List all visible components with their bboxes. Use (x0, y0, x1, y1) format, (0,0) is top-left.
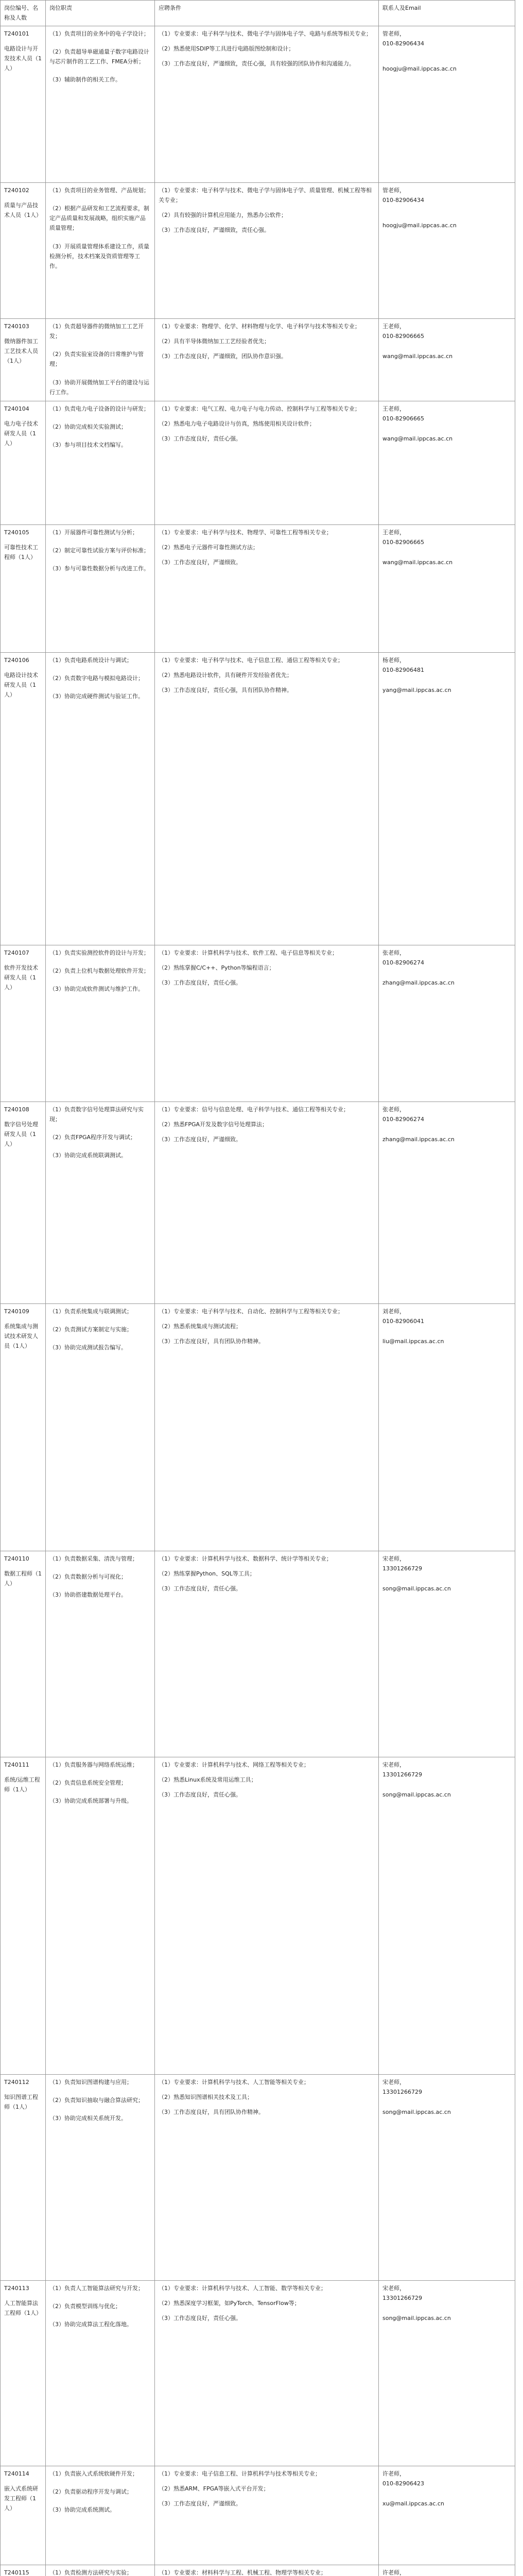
duty-item: （3）协助完成系统部署与升级。 (49, 1798, 132, 1804)
requirement-item: （1）专业要求：电子信息工程、计算机科学与技术等相关专业； (159, 2470, 321, 2477)
duty-item: （2）负责驱动程序开发与调试； (49, 2488, 132, 2495)
duty-item: （3）协助完成系统联调测试。 (49, 1152, 127, 1159)
duty-item: （3）协助开展微纳加工平台的建设与运行工作。 (49, 379, 149, 396)
requirement-item: （3）工作态度良好，严谨细致。 (159, 1136, 241, 1143)
position-cell (1, 524, 46, 652)
duty-item: （1）负责嵌入式系统软硬件开发； (49, 2470, 138, 2477)
duty-item: （1）负责项目的业务中的电子学设计； (49, 30, 149, 37)
position-cell (1, 652, 46, 945)
requirement-item: （1）专业要求：物理学、化学、材料物理与化学、电子科学与技术等相关专业； (159, 323, 360, 330)
contact-cell (379, 182, 515, 318)
table-row (1, 2565, 515, 2576)
requirement-item: （1）专业要求：电子科学与技术、微电子学与固体电子学、电路与系统等相关专业； (159, 30, 372, 37)
position-title: 数据工程师（1人） (4, 1570, 42, 1587)
position-code: T240109 (4, 1308, 29, 1315)
duty-item: （3）协助搭建数据处理平台。 (49, 1591, 127, 1598)
position-title: 微纳器件加工工艺技术人员（1人） (4, 337, 38, 365)
position-cell (1, 945, 46, 1101)
duty-item: （1）负责服务器与网络系统运维； (49, 1761, 138, 1768)
requirement-item: （1）专业要求：电子科学与技术、微电子学与固体电子学、质量管理、机械工程等相关专业； (159, 187, 372, 204)
contact-phone: 13301266729 (382, 2088, 422, 2095)
duty-item: （2）负责信息系统安全管理； (49, 1779, 127, 1786)
duties-cell (46, 1757, 155, 2074)
requirement-item: （1）专业要求：电气工程、电力电子与电力传动、控制科学与工程等相关专业； (159, 405, 360, 412)
duties-cell (46, 652, 155, 945)
contact-cell (379, 1551, 515, 1757)
table-row (1, 1757, 515, 2074)
requirement-item: （2）熟悉ARM、FPGA等嵌入式平台开发； (159, 2485, 269, 2492)
requirement-item: （3）工作态度良好，责任心强。 (159, 979, 241, 986)
contact-email: wang@mail.ippcas.ac.cn (382, 353, 453, 360)
table-row (1, 1551, 515, 1757)
position-title: 人工智能算法工程师（1人） (4, 2299, 42, 2316)
duty-item: （2）负责上位机与数据处理软件开发； (49, 967, 149, 974)
requirements-cell (155, 1303, 379, 1551)
duties-cell (46, 2074, 155, 2280)
contact-email: song@mail.ippcas.ac.cn (382, 2109, 451, 2115)
requirement-item: （2）具有半导体微纳加工工艺经验者优先； (159, 337, 270, 345)
contact-name: 宋老师， (382, 2078, 405, 2086)
contact-phone: 010-82906434 (382, 196, 424, 204)
requirement-item: （1）专业要求：电子科学与技术、物理学、可靠性工程等相关专业； (159, 529, 332, 536)
position-code: T240112 (4, 2078, 29, 2086)
header-requirements: 应聘条件 (155, 1, 379, 26)
requirements-cell (155, 2074, 379, 2280)
requirements-cell (155, 1551, 379, 1757)
contact-phone: 010-82906041 (382, 1317, 424, 1325)
position-title: 数字信号处理研发人员（1人） (4, 1121, 38, 1148)
requirement-item: （1）专业要求：电子科学与技术、自动化、控制科学与工程等相关专业； (159, 1308, 343, 1315)
requirement-item: （1）专业要求：计算机科学与技术、数据科学、统计学等相关专业； (159, 1555, 332, 1562)
duty-item: （3）开展质量管理体系建设工作，质量检测分析，技术档案及资质管理等工作。 (49, 243, 149, 269)
requirement-item: （2）熟悉系统集成与测试流程； (159, 1323, 241, 1330)
requirements-cell (155, 2280, 379, 2466)
duty-item: （1）开展器件可靠性测试与分析； (49, 529, 138, 536)
position-code: T240101 (4, 30, 29, 37)
position-cell (1, 1757, 46, 2074)
requirement-item: （2）熟练掌握Python、SQL等工具； (159, 1570, 255, 1577)
contact-phone: 13301266729 (382, 1565, 422, 1572)
contact-name: 许老师， (382, 2569, 405, 2576)
position-code: T240104 (4, 405, 29, 412)
contact-email: zhang@mail.ippcas.ac.cn (382, 1136, 455, 1143)
position-cell (1, 182, 46, 318)
contact-phone: 010-82906665 (382, 415, 424, 422)
requirement-item: （2）熟悉使用SDIP等工具进行电路版图绘制和设计； (159, 45, 294, 52)
position-title: 系统集成与测试技术研发人员（1人） (4, 1323, 38, 1350)
table-row (1, 945, 515, 1101)
position-code: T240107 (4, 949, 29, 956)
table-row (1, 26, 515, 182)
requirement-item: （2）熟悉知识图谱相关技术及工具； (159, 2093, 253, 2100)
job-rows (1, 26, 515, 2576)
header-position: 岗位编号、名称及人数 (1, 1, 46, 26)
contact-cell (379, 524, 515, 652)
contact-email: liu@mail.ippcas.ac.cn (382, 1338, 444, 1345)
requirements-cell (155, 26, 379, 182)
contact-phone: 010-82906665 (382, 538, 424, 546)
table-row (1, 2466, 515, 2565)
position-title: 电路设计与开发技术人员（1人） (4, 45, 42, 72)
requirements-cell (155, 2565, 379, 2576)
duties-cell (46, 401, 155, 524)
requirements-cell (155, 945, 379, 1101)
duty-item: （1）负责系统集成与联调测试； (49, 1308, 132, 1315)
position-title: 软件开发技术研发人员（1人） (4, 964, 38, 991)
contact-phone: 13301266729 (382, 2294, 422, 2301)
position-cell (1, 26, 46, 182)
contact-name: 张老师， (382, 949, 405, 956)
requirement-item: （2）具有较强的计算机应用能力，熟悉办公软件； (159, 212, 287, 218)
duty-item: （1）负责电路系统设计与调试； (49, 656, 132, 664)
duty-item: （1）负责电力电子设备的设计与研发； (49, 405, 149, 412)
requirement-item: （2）熟悉FPGA开发及数字信号处理算法； (159, 1121, 268, 1128)
contact-cell (379, 26, 515, 182)
contact-cell (379, 2565, 515, 2576)
requirements-cell (155, 182, 379, 318)
contact-name: 宋老师， (382, 2284, 405, 2292)
duty-item: （3）参与可靠性数据分析与改进工作。 (49, 565, 149, 572)
header-contact: 联系人及Email (379, 1, 515, 26)
table-row (1, 182, 515, 318)
requirements-cell (155, 524, 379, 652)
requirement-item: （2）熟悉电路设计软件，具有硬件开发经验者优先； (159, 671, 292, 679)
duty-item: （2）根据产品研发和工艺流程要求，制定产品质量和发展战略，组织实施产品质量管理； (49, 205, 149, 232)
requirement-item: （3）工作态度良好，责任心强。 (159, 435, 241, 442)
position-code: T240113 (4, 2284, 29, 2292)
duty-item: （1）负责数据采集、清洗与管理； (49, 1555, 138, 1562)
position-title: 知识图谱工程师（1人） (4, 2093, 38, 2110)
contact-phone: 010-82906665 (382, 332, 424, 340)
contact-name: 许老师， (382, 2470, 405, 2477)
contact-phone: 010-82906423 (382, 2480, 424, 2487)
duty-item: （3）协助完成软件测试与维护工作。 (49, 986, 144, 992)
contact-cell (379, 2074, 515, 2280)
contact-cell (379, 401, 515, 524)
contact-email: song@mail.ippcas.ac.cn (382, 2315, 451, 2321)
requirement-item: （3）工作态度良好，责任心强。 (159, 1585, 241, 1592)
contact-name: 宋老师， (382, 1761, 405, 1768)
requirement-item: （3）工作态度良好，严谨细致，责任心强，具有较强的团队协作和沟通能力。 (159, 60, 355, 67)
requirement-item: （2）熟悉深度学习框架，如PyTorch、TensorFlow等； (159, 2299, 300, 2307)
contact-phone: 010-82906274 (382, 959, 424, 966)
duties-cell (46, 26, 155, 182)
contact-name: 张老师， (382, 1106, 405, 1113)
table-row (1, 652, 515, 945)
requirement-item: （1）专业要求：计算机科学与技术、软件工程、电子信息等相关专业； (159, 949, 338, 956)
contact-cell (379, 1757, 515, 2074)
table-row (1, 318, 515, 401)
position-cell (1, 1303, 46, 1551)
duty-item: （2）制定可靠性试验方案与评价标准； (49, 547, 149, 554)
contact-name: 王老师， (382, 323, 405, 330)
table-row (1, 1303, 515, 1551)
requirements-cell (155, 318, 379, 401)
requirements-cell (155, 1757, 379, 2074)
contact-cell (379, 2280, 515, 2466)
duty-item: （2）负责数字电路与模拟电路设计； (49, 674, 144, 682)
duties-cell (46, 318, 155, 401)
duty-item: （2）负责测试方案制定与实施； (49, 1326, 132, 1333)
position-code: T240110 (4, 1555, 29, 1562)
duty-item: （3）协助完成测试报告编写。 (49, 1344, 127, 1351)
position-title: 系统/运维工程师（1人） (4, 1776, 40, 1793)
contact-name: 王老师， (382, 529, 405, 536)
contact-email: wang@mail.ippcas.ac.cn (382, 435, 453, 442)
requirement-item: （2）熟练掌握C/C++、Python等编程语言； (159, 964, 275, 971)
table-row (1, 2074, 515, 2280)
position-cell (1, 2280, 46, 2466)
duty-item: （2）负责模型训练与优化； (49, 2302, 121, 2310)
requirement-item: （3）工作态度良好，责任心强。 (159, 2315, 241, 2321)
position-code: T240114 (4, 2470, 29, 2477)
contact-phone: 13301266729 (382, 1771, 422, 1778)
position-title: 电力电子技术研发人员（1人） (4, 420, 38, 447)
contact-email: yang@mail.ippcas.ac.cn (382, 687, 451, 693)
duties-cell (46, 945, 155, 1101)
requirements-cell (155, 2466, 379, 2565)
duty-item: （3）辅助制作的相关工作。 (49, 76, 121, 83)
requirement-item: （1）专业要求：信号与信息处理、电子科学与技术、通信工程等相关专业； (159, 1106, 349, 1113)
duty-item: （1）负责项目的业务管理、产品规划； (49, 187, 149, 194)
position-code: T240105 (4, 529, 29, 536)
duty-item: （2）负责超导单磁通量子数字电路设计与芯片制作的工艺工作、FMEA分析； (49, 48, 149, 65)
duty-item: （2）负责实验室设备的日常维护与管理； (49, 351, 144, 368)
requirements-cell (155, 1101, 379, 1303)
duty-item: （1）负责检测方法研究与实验； (49, 2569, 132, 2576)
position-code: T240115 (4, 2569, 29, 2576)
requirement-item: （1）专业要求：计算机科学与技术、网络工程等相关专业； (159, 1761, 309, 1768)
position-cell (1, 318, 46, 401)
duty-item: （3）协助完成系统测试。 (49, 2506, 115, 2513)
duty-item: （2）负责数据分析与可视化； (49, 1573, 127, 1580)
position-cell (1, 1101, 46, 1303)
contact-email: hoogju@mail.ippcas.ac.cn (382, 222, 457, 229)
contact-name: 王老师， (382, 405, 405, 412)
contact-email: wang@mail.ippcas.ac.cn (382, 559, 453, 566)
contact-cell (379, 1101, 515, 1303)
contact-email: zhang@mail.ippcas.ac.cn (382, 979, 455, 986)
header-duties: 岗位职责 (46, 1, 155, 26)
requirement-item: （3）工作态度良好，严谨细致，责任心强。 (159, 227, 270, 234)
table-row (1, 1101, 515, 1303)
duties-cell (46, 1101, 155, 1303)
duty-item: （3）参与项目技术文档编写。 (49, 442, 127, 448)
position-code: T240108 (4, 1106, 29, 1113)
requirements-cell (155, 652, 379, 945)
duty-item: （1）负责超导器件的微纳加工工艺开发； (49, 323, 144, 340)
requirement-item: （2）熟悉电子元器件可靠性测试方法； (159, 544, 258, 551)
position-title: 质量与产品技术人员（1人） (4, 201, 42, 218)
requirement-item: （2）熟悉电力电子电路设计与仿真，熟练使用相关设计软件； (159, 420, 315, 427)
duty-item: （2）负责知识抽取与融合算法研究； (49, 2096, 144, 2104)
duty-item: （1）负责人工智能算法研究与开发； (49, 2284, 144, 2292)
contact-cell (379, 652, 515, 945)
requirements-cell (155, 401, 379, 524)
contact-email: song@mail.ippcas.ac.cn (382, 1791, 451, 1798)
position-cell (1, 401, 46, 524)
contact-email: song@mail.ippcas.ac.cn (382, 1585, 451, 1592)
position-title: 嵌入式系统研发工程师（1人） (4, 2485, 38, 2512)
duties-cell (46, 2466, 155, 2565)
contact-name: 宋老师， (382, 1555, 405, 1562)
position-title: 可靠性技术工程师（1人） (4, 544, 38, 561)
requirement-item: （3）工作态度良好，具有团队协作精神。 (159, 2109, 264, 2115)
duty-item: （2）协助完成相关实验测试； (49, 423, 127, 430)
contact-phone: 010-82906274 (382, 1115, 424, 1123)
contact-email: xu@mail.ippcas.ac.cn (382, 2500, 444, 2507)
table-row (1, 524, 515, 652)
duties-cell (46, 2280, 155, 2466)
position-cell (1, 2074, 46, 2280)
table-row (1, 401, 515, 524)
contact-name: 杨老师， (382, 656, 405, 664)
contact-email: hoogju@mail.ippcas.ac.cn (382, 65, 457, 72)
requirement-item: （3）工作态度良好，严谨细致。 (159, 559, 241, 566)
position-cell (1, 2565, 46, 2576)
contact-cell (379, 2466, 515, 2565)
duty-item: （1）负责实验测控软件的设计与开发； (49, 949, 149, 956)
contact-cell (379, 318, 515, 401)
duty-item: （3）协助完成硬件测试与验证工作。 (49, 693, 144, 700)
requirement-item: （3）工作态度良好，责任心强。 (159, 1791, 241, 1798)
table-row (1, 2280, 515, 2466)
requirement-item: （3）工作态度良好，严谨细致，团队协作意识强。 (159, 353, 287, 360)
header-row (1, 1, 515, 26)
contact-name: 管老师， (382, 187, 405, 194)
contact-phone: 010-82906481 (382, 666, 424, 673)
contact-name: 管老师， (382, 30, 405, 37)
duty-item: （1）负责知识图谱构建与应用； (49, 2078, 132, 2086)
position-code: T240102 (4, 187, 29, 194)
duty-item: （3）协助完成相关系统开发。 (49, 2115, 127, 2122)
position-code: T240103 (4, 323, 29, 330)
duties-cell (46, 1303, 155, 1551)
duty-item: （1）负责数字信号处理算法研究与实现； (49, 1106, 144, 1123)
duty-item: （3）协助完成算法工程化落地。 (49, 2321, 132, 2328)
duties-cell (46, 182, 155, 318)
contact-name: 刘老师， (382, 1308, 405, 1315)
requirement-item: （1）专业要求：计算机科学与技术、人工智能等相关专业； (159, 2078, 309, 2086)
duty-item: （2）负责FPGA程序开发与调试； (49, 1134, 136, 1141)
requirement-item: （2）熟悉Linux系统及常用运维工具； (159, 1776, 257, 1783)
requirement-item: （3）工作态度良好，具有团队协作精神。 (159, 1338, 264, 1345)
position-code: T240106 (4, 656, 29, 664)
position-cell (1, 2466, 46, 2565)
duties-cell (46, 524, 155, 652)
duties-cell (46, 2565, 155, 2576)
duties-cell (46, 1551, 155, 1757)
position-code: T240111 (4, 1761, 29, 1768)
requirement-item: （1）专业要求：电子科学与技术、电子信息工程、通信工程等相关专业； (159, 656, 343, 664)
requirement-item: （3）工作态度良好，责任心强，具有团队协作精神。 (159, 687, 292, 693)
contact-cell (379, 1303, 515, 1551)
position-title: 电路设计技术研发人员（1人） (4, 671, 38, 699)
contact-cell (379, 945, 515, 1101)
requirement-item: （3）工作态度良好，严谨细致。 (159, 2500, 241, 2507)
contact-phone: 010-82906434 (382, 40, 424, 47)
position-cell (1, 1551, 46, 1757)
requirement-item: （1）专业要求：材料科学与工程、机械工程、物理学等相关专业； (159, 2569, 326, 2576)
requirement-item: （1）专业要求：计算机科学与技术、人工智能、数学等相关专业； (159, 2284, 326, 2292)
